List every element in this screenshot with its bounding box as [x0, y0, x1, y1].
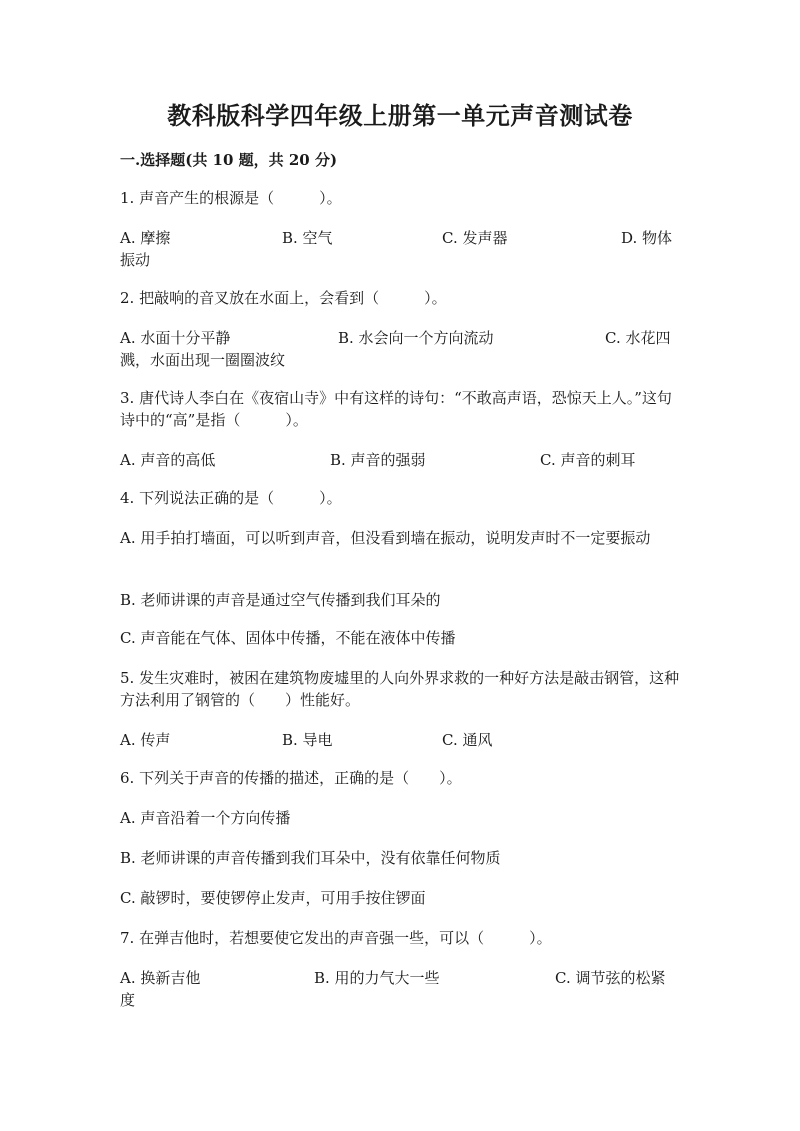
question-5-stem: 5. 发生灾难时，被困在建筑物废墟里的人向外界求救的一种好方法是敲击钢管，这种方法利用了钢管的（ ）性能好。: [120, 669, 680, 709]
exam-title: 教科版科学四年级上册第一单元声音测试卷: [167, 101, 633, 130]
question-2-option-a: A. 水面十分平静: [120, 329, 231, 347]
question-3-stem: 3. 唐代诗人李白在《夜宿山寺》中有这样的诗句：“不敢高声语，恐惊天上人。”这句诗中的“高”是指（ ）。: [120, 389, 672, 429]
question-4-option-b: B. 老师讲课的声音是通过空气传播到我们耳朵的: [120, 591, 441, 609]
question-4-option-c: C. 声音能在气体、固体中传播，不能在液体中传播: [120, 629, 456, 647]
section-heading: 一.选择题(共 10 题，共 20 分): [120, 151, 338, 169]
question-5-option-c: C. 通风: [442, 731, 493, 749]
question-3-option-b: B. 声音的强弱: [330, 451, 426, 469]
question-2-stem: 2. 把敲响的音叉放在水面上，会看到（ ）。: [120, 289, 447, 307]
question-1-option-c: C. 发声器: [442, 229, 508, 247]
question-7-option-c-continued: 度: [120, 991, 136, 1009]
question-5-option-a: A. 传声: [120, 731, 171, 749]
question-5-option-b: B. 导电: [282, 731, 333, 749]
question-1-option-d-continued: 振动: [120, 251, 151, 269]
question-1-option-b: B. 空气: [282, 229, 333, 247]
question-4-stem: 4. 下列说法正确的是（ ）。: [120, 489, 342, 507]
question-2-option-b: B. 水会向一个方向流动: [338, 329, 494, 347]
question-1-option-d: D. 物体: [621, 229, 673, 247]
question-6-stem: 6. 下列关于声音的传播的描述，正确的是（ ）。: [120, 769, 462, 787]
question-7-option-c: C. 调节弦的松紧: [555, 969, 666, 987]
question-7-stem: 7. 在弹吉他时，若想要使它发出的声音强一些，可以（ ）。: [120, 929, 552, 947]
question-7-option-b: B. 用的力气大一些: [314, 969, 440, 987]
question-3-option-c: C. 声音的刺耳: [540, 451, 636, 469]
question-6-option-c: C. 敲锣时，要使锣停止发声，可用手按住锣面: [120, 889, 426, 907]
question-6-option-b: B. 老师讲课的声音传播到我们耳朵中，没有依靠任何物质: [120, 849, 501, 867]
question-4-option-a: A. 用手拍打墙面，可以听到声音，但没看到墙在振动，说明发声时不一定要振动: [120, 529, 651, 547]
question-1-stem: 1. 声音产生的根源是（ ）。: [120, 189, 342, 207]
question-2-option-c-continued: 溅，水面出现一圈圈波纹: [120, 351, 286, 369]
question-6-option-a: A. 声音沿着一个方向传播: [120, 809, 291, 827]
question-3-option-a: A. 声音的高低: [120, 451, 216, 469]
question-1-option-a: A. 摩擦: [120, 229, 171, 247]
question-2-option-c: C. 水花四: [605, 329, 671, 347]
question-7-option-a: A. 换新吉他: [120, 969, 201, 987]
